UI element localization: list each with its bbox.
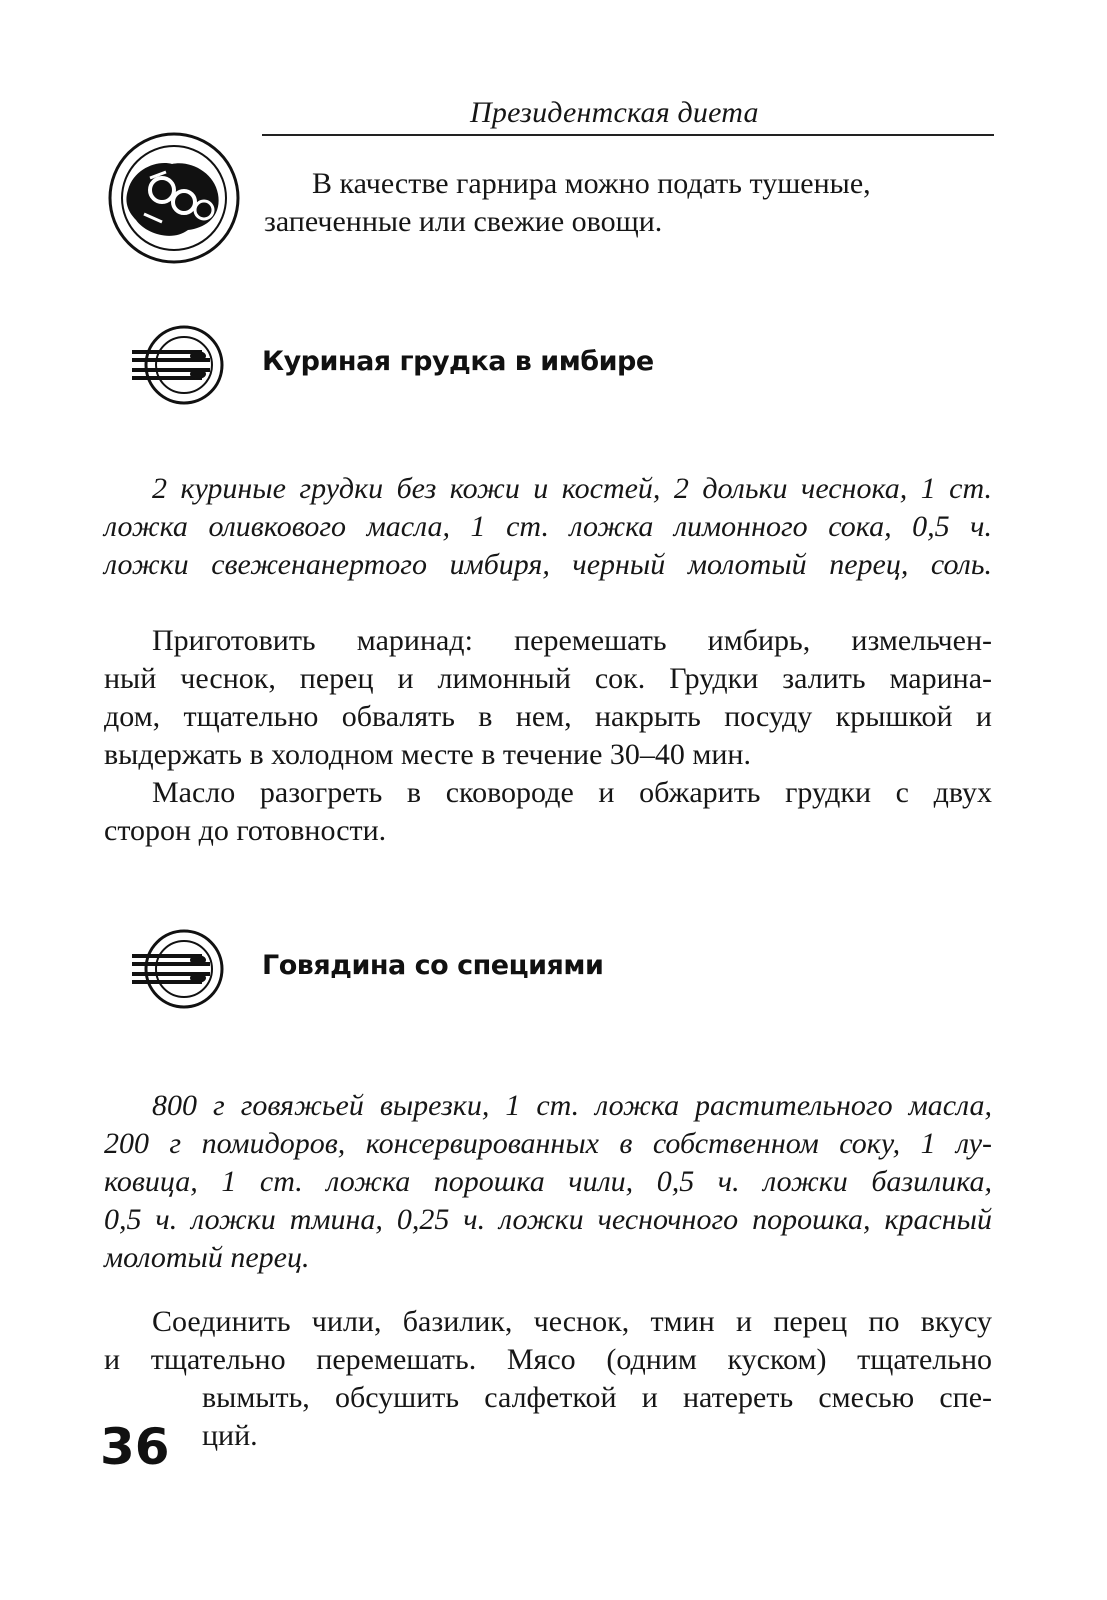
ingredients-line: 0,5 ч. ложки тмина, 0,25 ч. ложки чесночного порошка, красный: [104, 1203, 992, 1236]
plate-cutlery-icon: [128, 322, 224, 408]
ingredients-line: ложки свеженанертого имбиря, черный молотый перец, соль.: [104, 548, 992, 581]
method-line: ный чеснок, перец и лимонный сок. Грудки залить марина-: [104, 662, 992, 695]
intro-line: запеченные или свежие овощи.: [264, 205, 663, 238]
method-line: сторон до готовности.: [104, 814, 387, 847]
ingredients-block: [104, 1087, 992, 1277]
ingredients-line: 2 куриные грудки без кожи и костей, 2 дольки чеснока, 1 ст.: [152, 472, 992, 505]
page-number: 36: [100, 1418, 170, 1476]
ingredients-line: 200 г помидоров, консервированных в собственном соку, 1 лу-: [104, 1127, 992, 1160]
intro-paragraph: [264, 165, 992, 241]
header-rule: [262, 134, 994, 136]
ingredients-line: молотый перец.: [104, 1241, 310, 1274]
method-line: Масло разогреть в сковороде и обжарить грудки с двух: [152, 776, 992, 809]
ingredients-line: 800 г говяжьей вырезки, 1 ст. ложка растительного масла,: [152, 1089, 992, 1122]
plate-cutlery-icon: [128, 926, 224, 1012]
intro-line: В качестве гарнира можно подать тушеные,: [312, 167, 871, 200]
method-line: Приготовить маринад: перемешать имбирь, измельчен-: [152, 624, 992, 657]
running-title: Президентская диета: [470, 96, 759, 129]
method-line: дом, тщательно обвалять в нем, накрыть посуду крышкой и: [104, 700, 992, 733]
ingredients-line: ковица, 1 ст. ложка порошка чили, 0,5 ч. ложки базилика,: [104, 1165, 992, 1198]
recipe-title: Говядина со специями: [262, 950, 604, 981]
method-line: ций.: [202, 1419, 258, 1452]
recipe-title: Куриная грудка в имбире: [262, 346, 654, 377]
ingredients-line: ложка оливкового масла, 1 ст. ложка лимонного сока, 0,5 ч.: [104, 510, 992, 543]
method-line: и тщательно перемешать. Мясо (одним куском) тщательно: [104, 1343, 992, 1376]
method-line: Соединить чили, базилик, чеснок, тмин и перец по вкусу: [152, 1305, 992, 1338]
method-block: [104, 1303, 992, 1455]
method-block: [104, 622, 992, 850]
ingredients-block: [104, 470, 992, 584]
method-line: выдержать в холодном месте в течение 30–40 мин.: [104, 738, 751, 771]
method-line: вымыть, обсушить салфеткой и натереть смесью спе-: [202, 1381, 992, 1414]
meat-plate-icon: [106, 130, 242, 266]
